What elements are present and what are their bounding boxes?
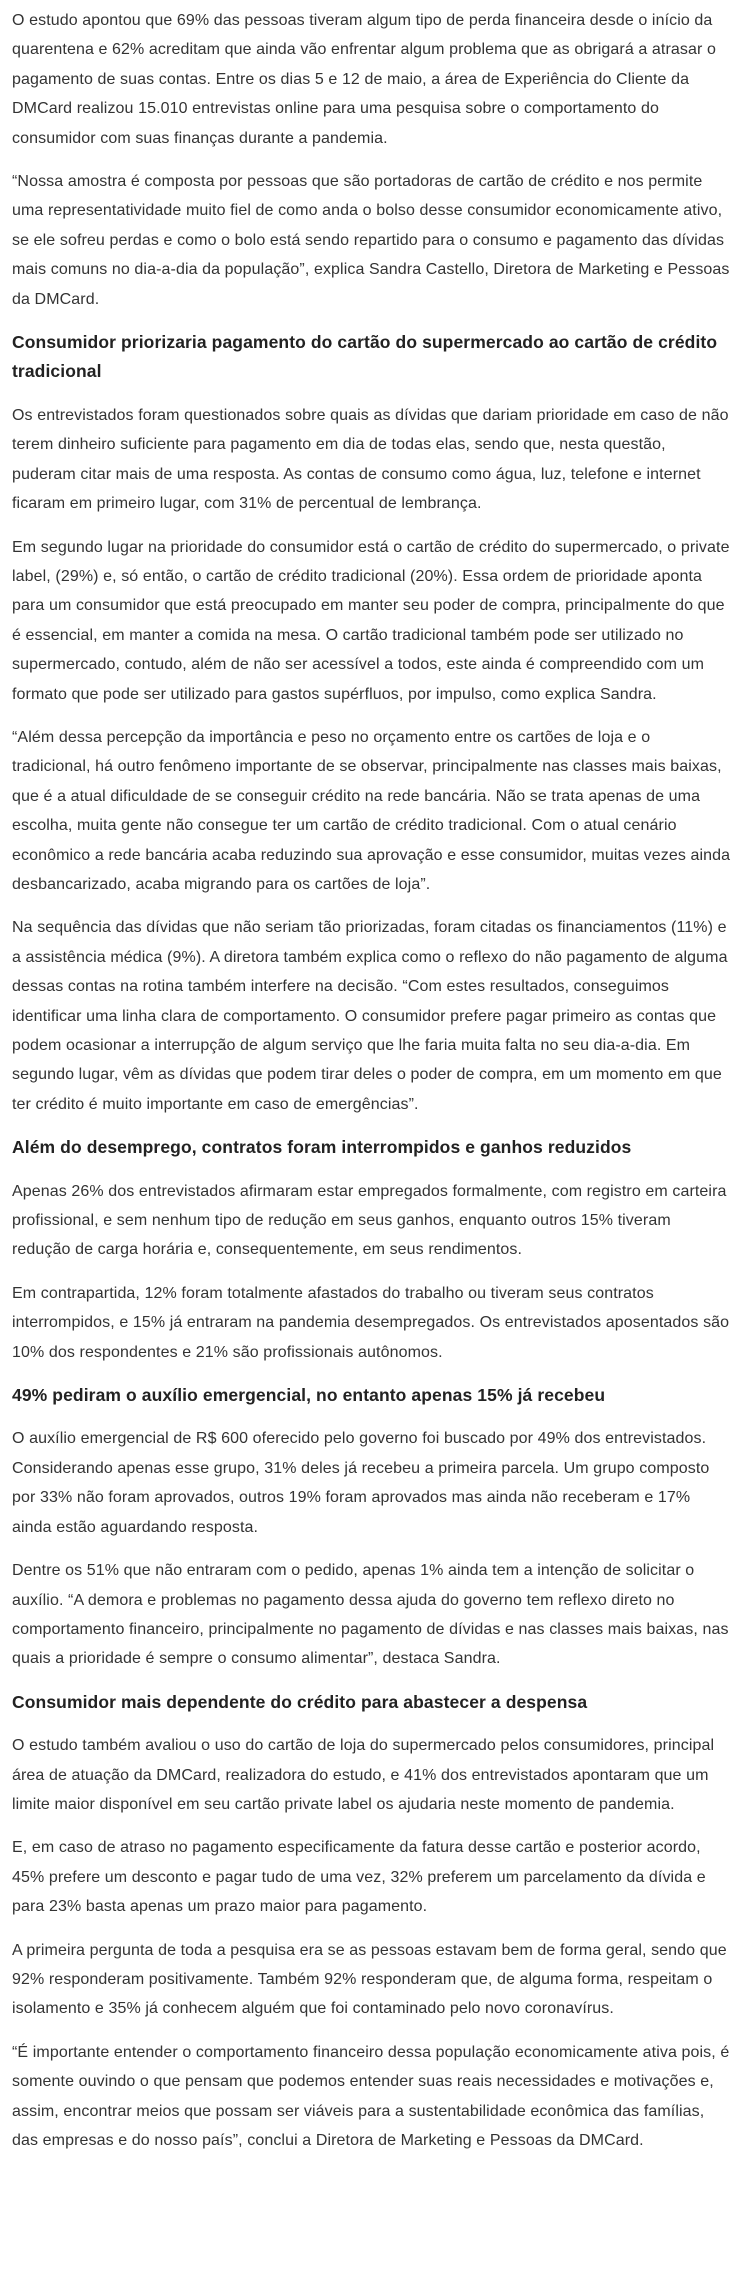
paragraph: E, em caso de atraso no pagamento especificamente da fatura desse cartão e posterior acordo, 45% prefere um desconto e pagar tudo de uma vez, 32% preferem um parcelamento da dívida e para 23% basta apenas um prazo maior para pagamento. bbox=[12, 1839, 706, 1916]
paragraph: O estudo apontou que 69% das pessoas tiveram algum tipo de perda financeira desde o início da quarentena e 62% acreditam que ainda vão enfrentar algum problema que as obrigará a atrasar o pagamento de suas contas. Entre os dias 5 e 12 de maio, a área de Experiência do Cliente da DMCard realizou 15.010 entrevistas online para uma pesquisa sobre o comportamento do consumidor com suas finanças durante a pandemia. bbox=[12, 12, 716, 147]
paragraph: “Nossa amostra é composta por pessoas que são portadoras de cartão de crédito e nos permite uma representatividade muito fiel de como anda o bolso desse consumidor economicamente ativo, se ele sofreu perdas e como o bolo está sendo repartido para o consumo e pagamento das dívidas mais comuns no dia-a-dia da população”, explica Sandra Castello, Diretora de Marketing e Pessoas da DMCard. bbox=[12, 173, 730, 308]
paragraph: Os entrevistados foram questionados sobre quais as dívidas que dariam prioridade em caso de não terem dinheiro suficiente para pagamento em dia de todas elas, sendo que, nesta questão, puderam citar mais de uma resposta. As contas de consumo como água, luz, telefone e internet ficaram em primeiro lugar, com 31% de percentual de lembrança. bbox=[12, 406, 729, 513]
section-heading: Consumidor mais dependente do crédito para abastecer a despensa bbox=[12, 1691, 588, 1712]
paragraph: O auxílio emergencial de R$ 600 oferecido pelo governo foi buscado por 49% dos entrevistados. Considerando apenas esse grupo, 31% deles já recebeu a primeira parcela. Um grupo composto por 33% não foram aprovados, outros 19% foram aprovados mas ainda não receberam e 17% ainda estão aguardando resposta. bbox=[12, 1430, 710, 1536]
paragraph: “É importante entender o comportamento financeiro dessa população economicamente ativa pois, é somente ouvindo o que pensam que podemos entender suas reais necessidades e motivações e, assim, encontrar meios que possam ser viáveis para a sustentabilidade econômica das famílias, das empresas e do nosso país”, conclui a Diretora de Marketing e Pessoas da DMCard. bbox=[12, 2043, 730, 2149]
section-heading: 49% pediram o auxílio emergencial, no entanto apenas 15% já recebeu bbox=[12, 1385, 606, 1406]
paragraph: O estudo também avaliou o uso do cartão de loja do supermercado pelos consumidores, principal área de atuação da DMCard, realizadora do estudo, e 41% dos entrevistados apontaram que um limite maior disponível em seu cartão private label os ajudaria neste momento de pandemia. bbox=[12, 1737, 715, 1813]
paragraph: Apenas 26% dos entrevistados afirmaram estar empregados formalmente, com registro em carteira profissional, e sem nenhum tipo de redução em seus ganhos, enquanto outros 15% tiveram redução de carga horária e, consequentemente, em seus rendimentos. bbox=[12, 1182, 727, 1259]
section-heading: Além do desemprego, contratos foram interrompidos e ganhos reduzidos bbox=[12, 1137, 632, 1158]
paragraph: Em segundo lugar na prioridade do consumidor está o cartão de crédito do supermercado, o private label, (29%) e, só então, o cartão de crédito tradicional (20%). Essa ordem de prioridade aponta para um consumidor que está preocupado em manter seu poder de compra, principalmente do que é essencial, em manter a comida na mesa. O cartão tradicional também pode ser utilizado no supermercado, contudo, além de não ser acessível a todos, este ainda é compreendido com um formato que pode ser utilizado para gastos supérfluos, por impulso, como explica Sandra. bbox=[12, 538, 730, 703]
paragraph: Na sequência das dívidas que não seriam tão priorizadas, foram citadas os financiamentos (11%) e a assistência médica (9%). A diretora também explica como o reflexo do não pagamento de alguma dessas contas na rotina também interfere na decisão. “Com estes resultados, conseguimos identificar uma linha clara de comportamento. O consumidor prefere pagar primeiro as contas que podem ocasionar a interrupção de algum serviço que lhe faria muita falta no seu dia-a-dia. Em segundo lugar, vêm as dívidas que podem tirar deles o poder de compra, em um momento em que ter crédito é muito importante em caso de emergências”. bbox=[12, 919, 728, 1113]
section-heading: Consumidor priorizaria pagamento do cartão do supermercado ao cartão de crédito tradicional bbox=[12, 332, 718, 382]
paragraph: A primeira pergunta de toda a pesquisa era se as pessoas estavam bem de forma geral, sendo que 92% responderam positivamente. Também 92% responderam que, de alguma forma, respeitam o isolamento e 35% já conhecem alguém que foi contaminado pelo novo coronavírus. bbox=[12, 1941, 727, 2018]
paragraph: “Além dessa percepção da importância e peso no orçamento entre os cartões de loja e o tradicional, há outro fenômeno importante de se observar, principalmente nas classes mais baixas, que é a atual dificuldade de se conseguir crédito na rede bancária. Não se trata apenas de uma escolha, muita gente não consegue ter um cartão de crédito tradicional. Com o atual cenário econômico a rede bancária acaba reduzindo sua aprovação e esse consumidor, muitas vezes ainda desbancarizado, acaba migrando para os cartões de loja”. bbox=[12, 728, 731, 893]
paragraph: Em contrapartida, 12% foram totalmente afastados do trabalho ou tiveram seus contratos interrompidos, e 15% já entraram na pandemia desempregados. Os entrevistados aposentados são 10% dos respondentes e 21% são profissionais autônomos. bbox=[12, 1284, 730, 1361]
paragraph: Dentre os 51% que não entraram com o pedido, apenas 1% ainda tem a intenção de solicitar o auxílio. “A demora e problemas no pagamento dessa ajuda do governo tem reflexo direto no comportamento financeiro, principalmente no pagamento de dívidas e nas classes mais baixas, nas quais a prioridade é sempre o consumo alimentar”, destaca Sandra. bbox=[12, 1562, 729, 1668]
